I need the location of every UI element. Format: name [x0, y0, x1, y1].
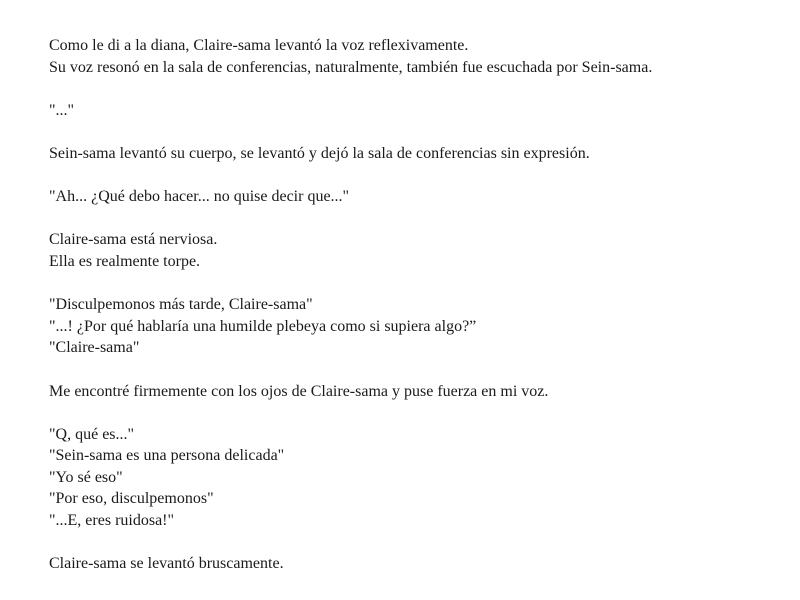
text-line: Como le di a la diana, Claire-sama levantó la voz reflexivamente. [49, 37, 469, 54]
text-line: Claire-sama se levantó bruscamente. [49, 555, 284, 573]
text-line: Sein-sama levantó su cuerpo, se levantó y dejó la sala de conferencias sin expresión. [49, 144, 590, 162]
text-line: "Ah... ¿Qué debo hacer... no quise decir que..." [49, 188, 350, 206]
paragraph [49, 100, 789, 122]
text-line: "..." [49, 101, 75, 119]
paragraph [49, 381, 789, 403]
paragraph [49, 35, 789, 78]
text-line: "Q, qué es..." [49, 425, 135, 443]
text-line: "Claire-sama" [49, 339, 140, 357]
paragraph [49, 553, 789, 575]
text-line: "Por eso, disculpemonos" [49, 490, 214, 508]
paragraph [49, 186, 789, 208]
text-line: Ella es realmente torpe. [49, 252, 201, 270]
paragraph [49, 294, 789, 359]
paragraph [49, 143, 789, 165]
paragraph [49, 229, 789, 272]
text-line: "...E, eres ruidosa!" [49, 512, 175, 530]
text-line: Su voz resonó en la sala de conferencias, naturalmente, también fue escuchada por Sein-sama. [49, 58, 653, 76]
text-line: "...! ¿Por qué hablaría una humilde plebeya como si supiera algo?” [49, 317, 477, 335]
text-line: Me encontré firmemente con los ojos de Claire-sama y puse fuerza en mi voz. [49, 382, 549, 400]
text-line: "Yo sé eso" [49, 468, 123, 486]
text-line: "Disculpemonos más tarde, Claire-sama" [49, 296, 313, 314]
text-line: "Sein-sama es una persona delicada" [49, 447, 285, 465]
paragraph [49, 424, 789, 532]
text-line: Claire-sama está nerviosa. [49, 231, 218, 249]
document-body [49, 35, 789, 596]
